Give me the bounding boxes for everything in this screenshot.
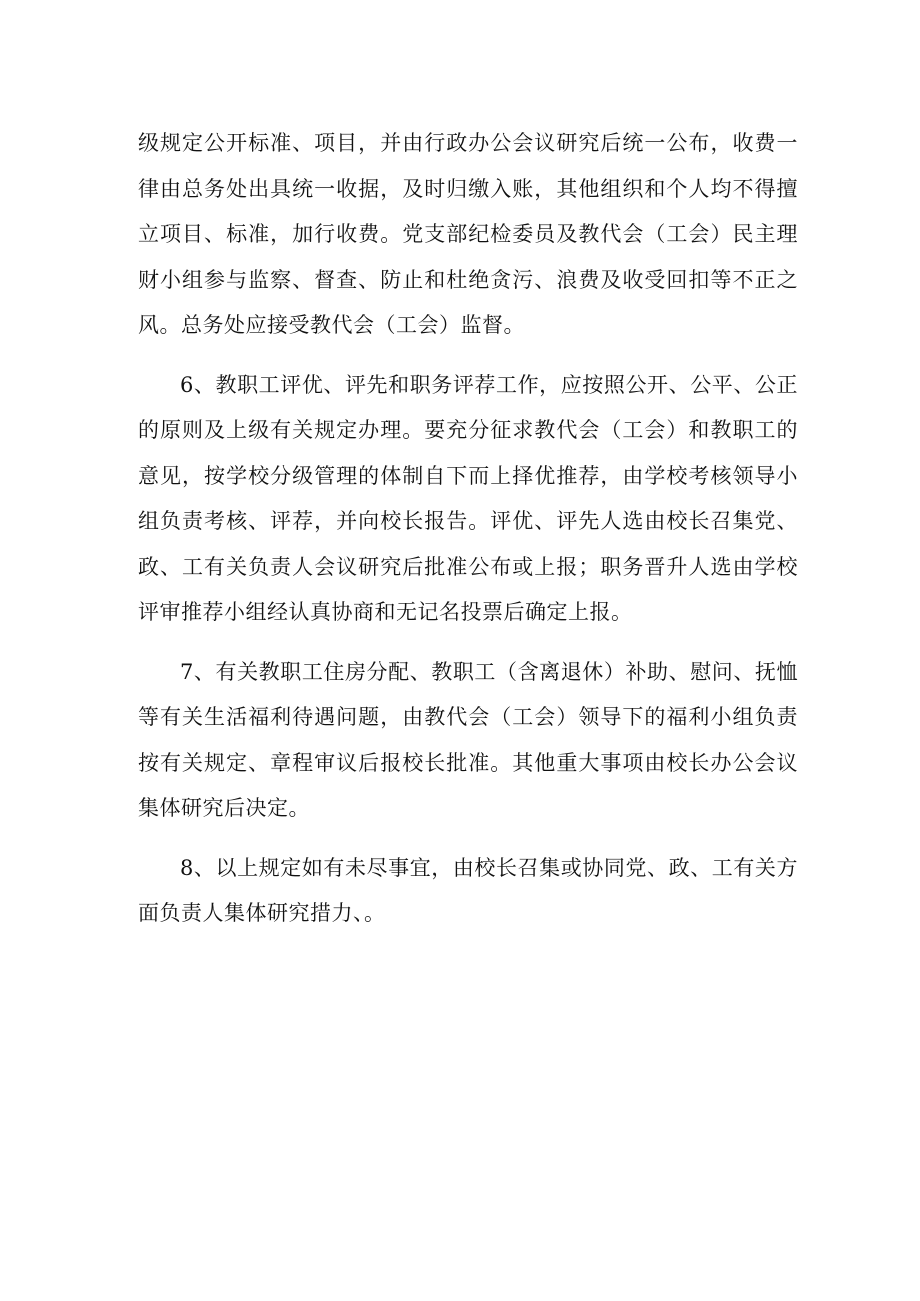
paragraph-8-supplementary-rules: 8、以上规定如有未尽事宜，由校长召集或协同党、政、工有关方面负责人集体研究措力、。 xyxy=(138,855,798,925)
paragraph-6-evaluation-rules: 6、教职工评优、评先和职务评荐工作，应按照公开、公平、公正的原则及上级有关规定办理。要充分征求教代会（工会）和教职工的意见，按学校分级管理的体制自下而上择优推荐，由学校考核领导小组负责考核、评荐，并向校长报告。评优、评先人选由校长召集党、政、工有关负责人会议研究后批准公布或上报；职务晋升人选由学校评审推荐小组经认真协商和无记名投票后确定上报。 xyxy=(138,372,798,624)
paragraph-7-welfare-rules: 7、有关教职工住房分配、教职工（含离退休）补助、慰问、抚恤等有关生活福利待遇问题，由教代会（工会）领导下的福利小组负责按有关规定、章程审议后报校长批准。其他重大事项由校长办公会议集体研究后决定。 xyxy=(138,659,798,820)
document-body xyxy=(138,121,798,937)
paragraph-continued-fee-rules: 级规定公开标准、项目，并由行政办公会议研究后统一公布，收费一律由总务处出具统一收据，及时归缴入账，其他组织和个人均不得擅立项目、标准，加行收费。党支部纪检委员及教代会（工会）民主理财小组参与监察、督查、防止和杜绝贪污、浪费及收受回扣等不正之风。总务处应接受教代会（工会）监督。 xyxy=(138,131,798,337)
